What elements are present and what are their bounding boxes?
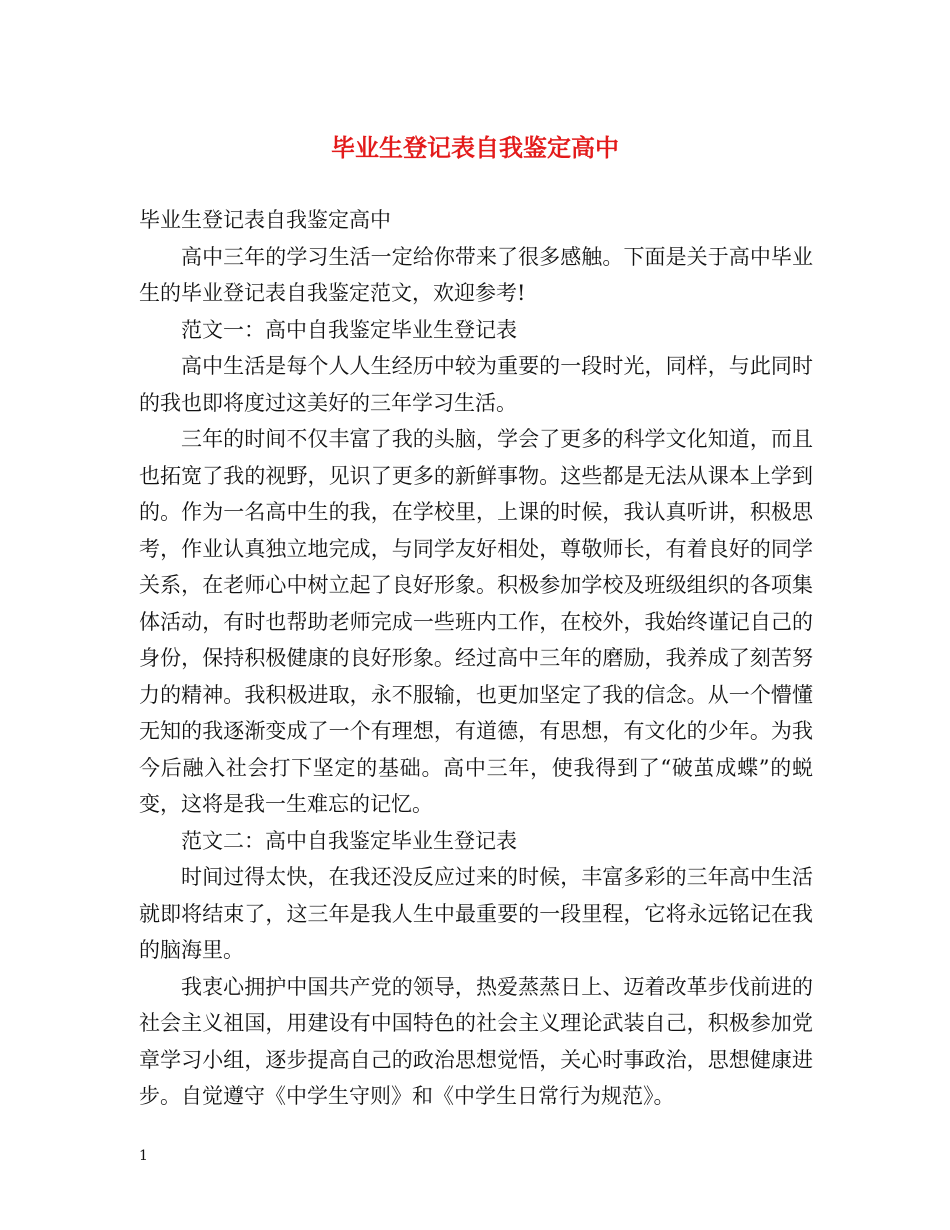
- sample-one-heading: 范文一：高中自我鉴定毕业生登记表: [181, 317, 517, 342]
- body-paragraph: 高中生活是每个人人生经历中较为重要的一段时光，同样，与此同时的我也即将度过这美好的三年学习生活。: [139, 354, 813, 415]
- page-number: 1: [139, 1148, 148, 1164]
- sample-two-heading: 范文二：高中自我鉴定毕业生登记表: [181, 828, 517, 853]
- document-body: [139, 202, 813, 1115]
- body-paragraph: 我衷心拥护中国共产党的领导，热爱蒸蒸日上、迈着改革步伐前进的社会主义祖国，用建设有中国特色的社会主义理论武装自己，积极参加党章学习小组，逐步提高自己的政治思想觉悟，关心时事政治，思想健康进步。自觉遵守《中学生守则》和《中学生日常行为规范》。: [139, 974, 813, 1108]
- intro-paragraph: 高中三年的学习生活一定给你带来了很多感触。下面是关于高中毕业生的毕业登记表自我鉴定范文，欢迎参考!: [139, 244, 813, 305]
- document-title: 毕业生登记表自我鉴定高中: [331, 133, 619, 162]
- body-paragraph: 时间过得太快，在我还没反应过来的时候，丰富多彩的三年高中生活就即将结束了，这三年是我人生中最重要的一段里程，它将永远铭记在我的脑海里。: [139, 865, 813, 962]
- body-paragraph: 三年的时间不仅丰富了我的头脑，学会了更多的科学文化知道，而且也拓宽了我的视野，见识了更多的新鲜事物。这些都是无法从课本上学到的。作为一名高中生的我，在学校里，上课的时候，我认真听讲，积极思考，作业认真独立地完成，与同学友好相处，尊敬师长，有着良好的同学关系，在老师心中树立起了良好形象。积极参加学校及班级组织的各项集体活动，有时也帮助老师完成一些班内工作，在校外，我始终谨记自己的身份，保持积极健康的良好形象。经过高中三年的磨励，我养成了刻苦努力的精神。我积极进取，永不服输，也更加坚定了我的信念。从一个懵懂无知的我逐渐变成了一个有理想，有道德，有思想，有文化的少年。为我今后融入社会打下坚定的基础。高中三年，使我得到了“破茧成蝶”的蜕变，这将是我一生难忘的记忆。: [139, 427, 813, 816]
- subtitle-paragraph: 毕业生登记表自我鉴定高中: [139, 208, 391, 232]
